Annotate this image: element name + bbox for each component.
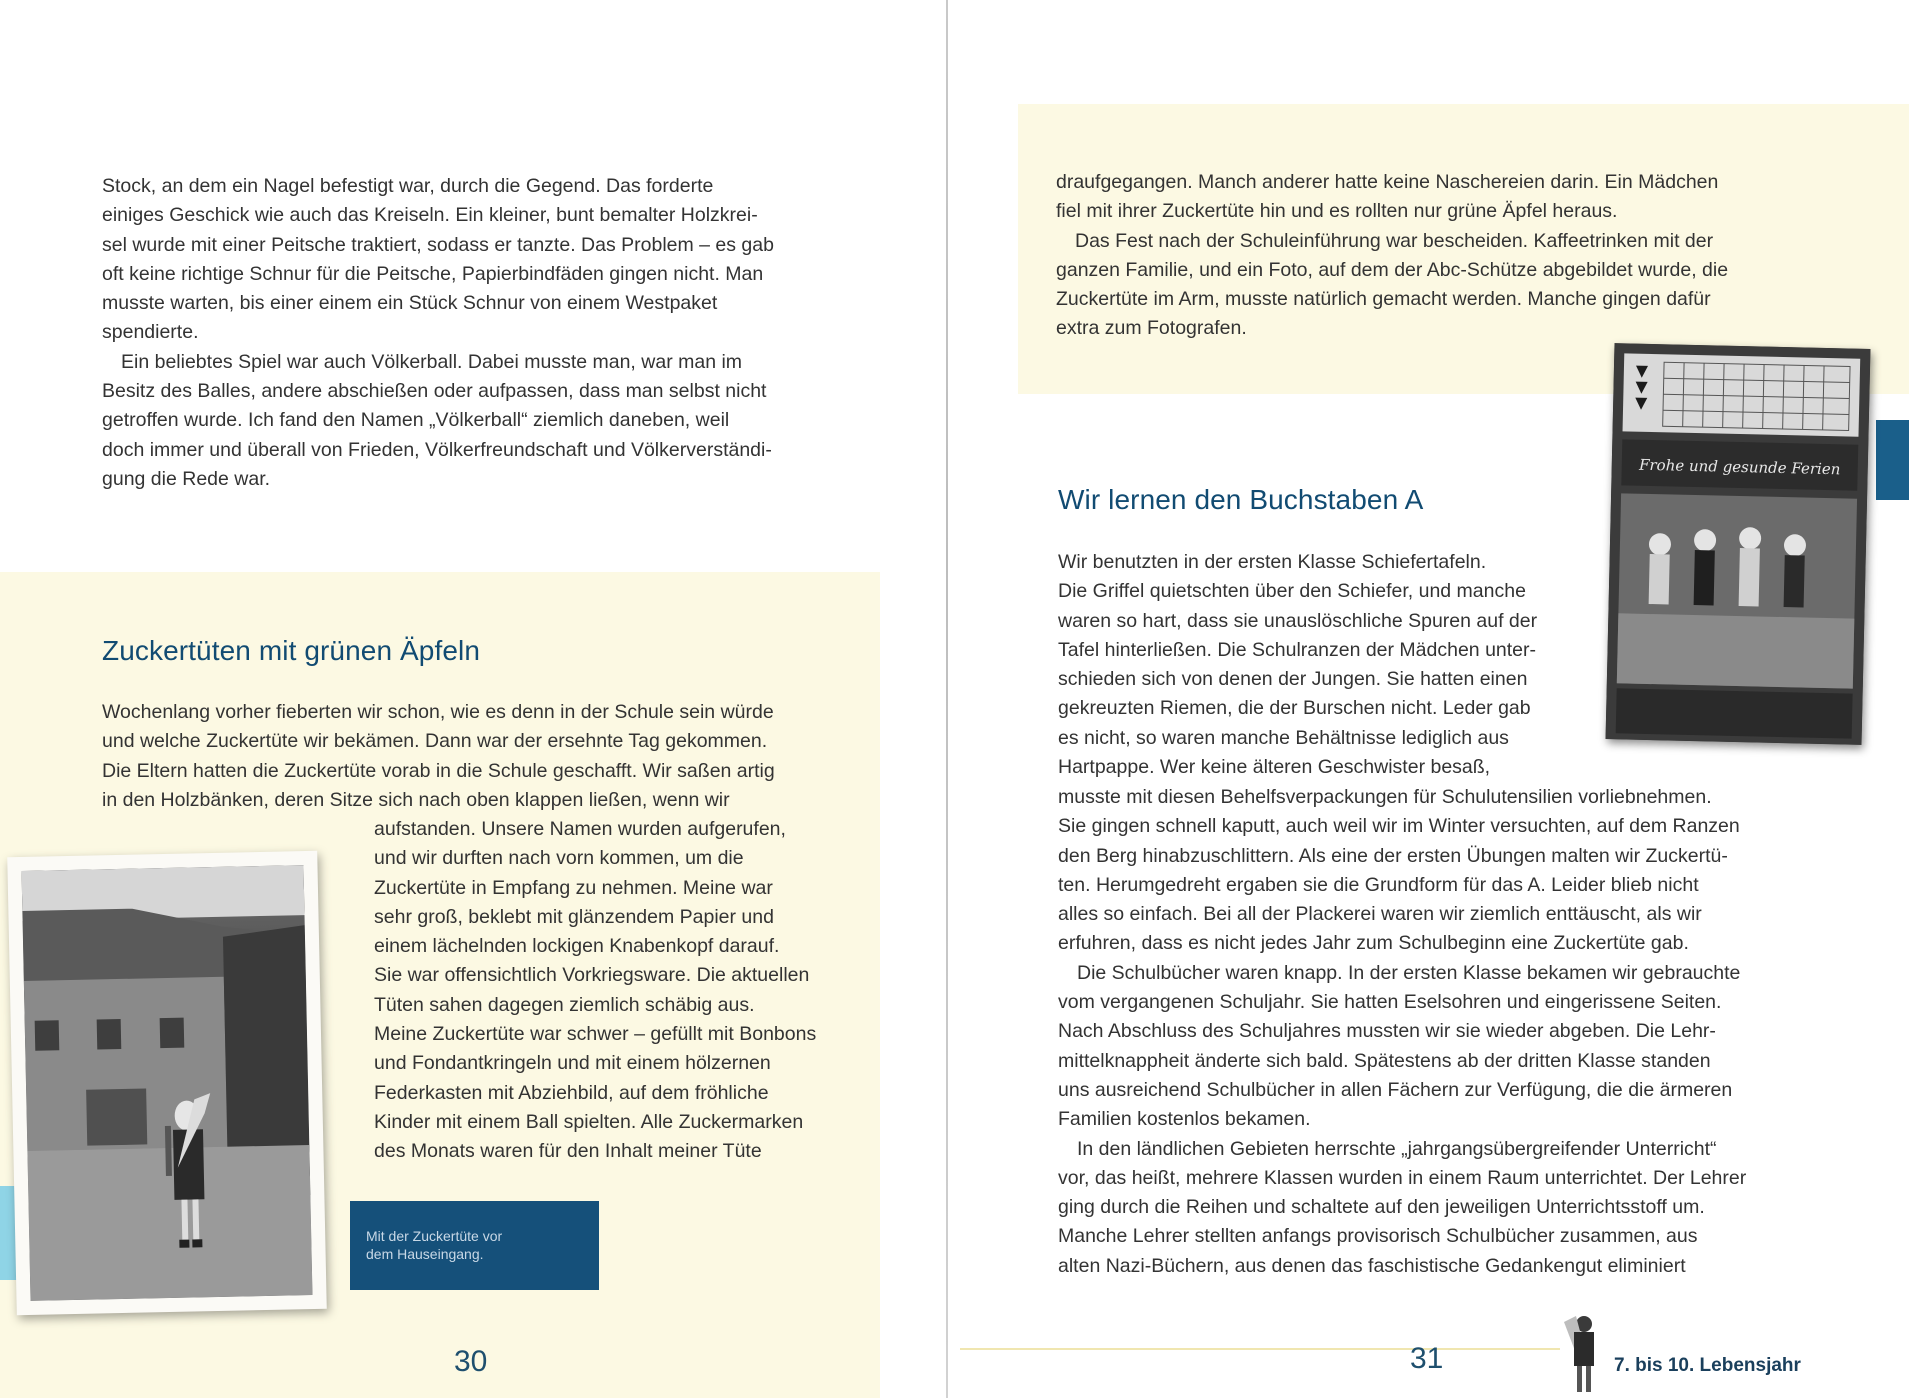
- left-section-text-wrap: aufstanden. Unsere Namen wurden aufgerufen, und wir durften nach vorn kommen, um die Zuckertüte in Empfang zu nehmen. Meine war sehr groß, beklebt mit glänzendem Papier und einem lächelnden lockigen Knabenkopf darauf. Sie war offensichtlich Vorkriegsware. Die aktuellen Tüten sahen dagegen ziemlich schäbig aus. Meine Zuckertüte war schwer – gefüllt mit Bonbons und Fondantkringeln und mit einem hölzernen Federkasten mit Abziehbild, auf dem fröhliche Kinder mit einem Ball spielten. Alle Zuckermarken des Monats waren für den Inhalt meiner Tüte: [374, 818, 817, 1163]
- poster-frohe-ferien: [1606, 343, 1871, 745]
- footer-section-label: 7. bis 10. Lebensjahr: [1614, 1355, 1801, 1376]
- caption-line-1: Mit der Zuckertüte vor: [366, 1228, 503, 1244]
- left-page: [0, 0, 948, 1398]
- right-edge-accent-tab: [1876, 420, 1909, 500]
- page-number-right: 31: [1410, 1342, 1444, 1375]
- caption-line-2: dem Hauseingang.: [366, 1246, 484, 1262]
- left-top-text: Stock, an dem ein Nagel befestigt war, durch die Gegend. Das forderte einiges Geschick wie auch das Kreiseln. Ein kleiner, bunt bemalter Holzkrei- sel wurde mit einer Peitsche traktiert, sodass er tanzte. Das Problem – es gab oft keine richtige Schnur für die Peitsche, Papierbindfäden gingen nicht. Man musste warten, bis einer einem ein Stück Schnur von einem Westpaket spendierte. Ein beliebtes Spiel war auch Völkerball. Dabei musste man, war man im Besitz des Balles, andere abschießen oder aufpassen, dass man selbst nicht getroffen wurde. Ich fand den Namen „Völkerball“ ziemlich daneben, weil doch immer und überall von Frieden, Völkerfreundschaft und Völkerverständi- gung die Rede war.: [102, 175, 774, 490]
- section-heading-zuckertueten: Zuckertüten mit grünen Äpfeln: [102, 635, 480, 666]
- footer-girl-figure-icon: [1558, 1312, 1606, 1398]
- photo-illustration: [22, 865, 313, 1301]
- poster-illustration: [1606, 343, 1871, 745]
- poster-banner-text: Frohe und gesunde Ferien: [1638, 455, 1841, 479]
- left-section-text: Wochenlang vorher fieberten wir schon, wie es denn in der Schule sein würde und welche Zuckertüte wir bekämen. Dann war der ersehnte Tag gekommen. Die Eltern hatten die Zuckertüte vorab in die Schule geschafft. Wir saßen artig in den Holzbänken, deren Sitze sich nach oben klappen ließen, wenn wir: [102, 701, 775, 811]
- section-heading-buchstaben: Wir lernen den Buchstaben A: [1058, 484, 1424, 515]
- right-section-text-wrap: Wir benutzten in der ersten Klasse Schiefertafeln. Die Griffel quietschten über den Schiefer, und manche waren so hart, dass sie unauslöschliche Spuren auf der Tafel hinterließen. Die Schulranzen der Mädchen unter- schieden sich von denen der Jungen. Sie hatten einen gekreuzten Riemen, die der Burschen nicht. Leder gab es nicht, so waren manche Behältnisse lediglich aus Hartpappe. Wer keine älteren Geschwister besaß,: [1058, 551, 1538, 779]
- photo-image: [22, 865, 313, 1301]
- book-gutter: [946, 0, 948, 1398]
- right-section-text: musste mit diesen Behelfsverpackungen für Schulutensilien vorliebnehmen. Sie gingen schnell kaputt, auch weil wir im Winter versuchten, auf dem Ranzen den Berg hinabzuschlittern. Als eine der ersten Übungen malten wir Zuckertü- ten. Herumgedreht ergaben sie die Grundform für das A. Leider blieb nicht alles so einfach. Bei all der Plackerei waren wir ziemlich enttäuscht, als wir erfuhren, dass es nicht jedes Jahr zum Schulbeginn eine Zuckertüte gab. Die Schulbücher waren knapp. In der ersten Klasse bekamen wir gebrauchte vom vergangenen Schuljahr. Sie hatten Eselsohren und eingerissene Seiten. Nach Abschluss des Schuljahres mussten wir sie wieder abgeben. Die Lehr- mittelknappheit änderte sich bald. Spätestens ab der dritten Klasse standen uns ausreichend Schulbücher in allen Fächern zur Verfügung, die die ärmeren Familien kostenlos bekamen. In den ländlichen Gebieten herrschte „jahrgangsübergreifender Unterricht“ vor, das heißt, mehrere Klassen wurden in einem Raum unterrichtet. Der Lehrer ging durch die Reihen und schaltete auf den jeweiligen Unterrichtsstoff um. Manche Lehrer stellten anfangs provisorisch Schulbücher zusammen, aus alten Nazi-Büchern, aus denen das faschistische Gedankengut eliminiert: [1058, 786, 1747, 1277]
- photo-girl-with-zuckertuete: [7, 851, 327, 1315]
- page-number-left: 30: [454, 1345, 488, 1378]
- photo-caption-box: [350, 1201, 599, 1290]
- footer-rule: [960, 1348, 1560, 1350]
- right-top-text: draufgegangen. Manch anderer hatte keine Naschereien darin. Ein Mädchen fiel mit ihrer Zuckertüte hin und es rollten nur grüne Äpfel heraus. Das Fest nach der Schuleinführung war bescheiden. Kaffeetrinken mit der ganzen Familie, und ein Foto, auf dem der Abc-Schütze abgebildet wurde, die Zuckertüte im Arm, musste natürlich gemacht werden. Manche gingen dafür extra zum Fotografen.: [1056, 171, 1729, 340]
